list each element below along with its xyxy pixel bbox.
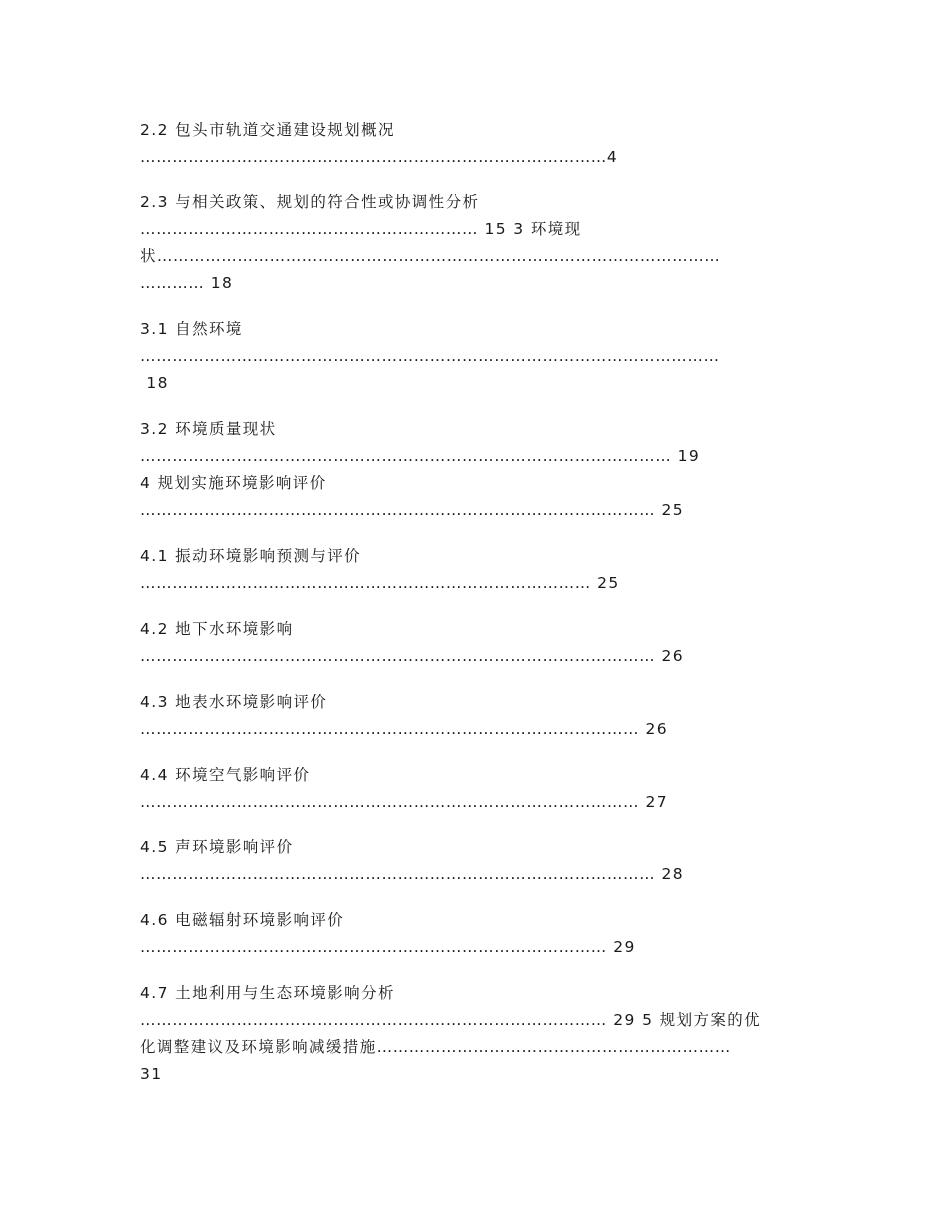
toc-title-4-4: 4.4 环境空气影响评价 xyxy=(140,766,311,784)
toc-page-number: 25 xyxy=(597,574,620,592)
toc-leader-3 xyxy=(140,273,233,293)
toc-page-number: 31 xyxy=(140,1065,163,1083)
toc-title-3-start: 3 环境现 xyxy=(513,220,582,238)
toc-dots: ……………………………………………………… xyxy=(140,220,479,238)
toc-dots: ………………………………………………………… xyxy=(376,1038,731,1056)
toc-dots: ……………………………………………………………………………………………… xyxy=(140,347,720,365)
toc-title-5-start: 5 规划方案的优 xyxy=(642,1011,762,1029)
toc-page-number: 19 xyxy=(677,447,701,465)
toc-title-5-continued xyxy=(140,1037,731,1057)
toc-page-number: 18 xyxy=(146,374,169,392)
toc-dots: …………………………………………………………………………… xyxy=(140,148,607,166)
toc-page-number: 26 xyxy=(645,720,668,738)
toc-title-3-1: 3.1 自然环境 xyxy=(140,320,243,338)
toc-title-2-2: 2.2 包头市轨道交通建设规划概况 xyxy=(140,121,395,139)
toc-dots: …………………………………………………………………………………… xyxy=(140,501,656,519)
toc-title-3-continued xyxy=(140,246,720,266)
toc-title-4-1: 4.1 振动环境影响预测与评价 xyxy=(140,547,362,565)
toc-dots: …………………………………………………………………………… xyxy=(140,1011,607,1029)
toc-page-number: 4 xyxy=(606,148,619,166)
toc-page-3-1 xyxy=(140,373,169,393)
toc-leader-4 xyxy=(140,500,684,520)
toc-page-number: 29 xyxy=(613,938,636,956)
toc-leader-4-6 xyxy=(140,937,636,957)
toc-dots: …………………………………………………………………………………… xyxy=(140,865,656,883)
toc-title-4-3: 4.3 地表水环境影响评价 xyxy=(140,693,328,711)
toc-leader-3-2 xyxy=(140,446,700,466)
toc-dots: ………………………………………………………………………………… xyxy=(140,720,640,738)
toc-dots: ………………………………………………………………………… xyxy=(140,574,591,592)
toc-title-4-5: 4.5 声环境影响评价 xyxy=(140,838,294,856)
toc-leader-4-2 xyxy=(140,646,684,666)
toc-title-fragment: 化调整建议及环境影响减缓措施 xyxy=(140,1038,377,1056)
toc-title-4-7: 4.7 土地利用与生态环境影响分析 xyxy=(140,984,395,1002)
toc-leader-4-3 xyxy=(140,719,668,739)
toc-dots: …………………………………………………………………………………… xyxy=(140,647,656,665)
toc-page-5 xyxy=(140,1064,163,1084)
toc-leader-4-4 xyxy=(140,792,668,812)
toc-page-number: 26 xyxy=(661,647,685,665)
toc-dots: ……………………………………………………………………………………… xyxy=(140,447,672,465)
toc-page-number: 27 xyxy=(645,793,668,811)
toc-title-4: 4 规划实施环境影响评价 xyxy=(140,474,327,492)
toc-leader-2-2 xyxy=(140,147,618,167)
toc-title-3-2: 3.2 环境质量现状 xyxy=(140,420,277,438)
toc-page-number: 28 xyxy=(661,865,685,883)
toc-leader-4-7 xyxy=(140,1010,761,1030)
toc-title-2-3: 2.3 与相关政策、规划的符合性或协调性分析 xyxy=(140,193,480,211)
toc-title-4-6: 4.6 电磁辐射环境影响评价 xyxy=(140,911,345,929)
toc-dots: …………………………………………………………………………………………… xyxy=(156,247,721,265)
toc-leader-4-5 xyxy=(140,864,684,884)
toc-page-number: 25 xyxy=(661,501,685,519)
toc-leader-3-1 xyxy=(140,346,720,366)
toc-leader-4-1 xyxy=(140,573,620,593)
toc-title-fragment: 状 xyxy=(140,247,157,265)
toc-dots: ………… xyxy=(140,274,205,292)
toc-page-number: 18 xyxy=(210,274,234,292)
toc-dots: ………………………………………………………………………………… xyxy=(140,793,640,811)
toc-title-4-2: 4.2 地下水环境影响 xyxy=(140,620,294,638)
toc-leader-2-3 xyxy=(140,219,582,239)
toc-page-number: 15 xyxy=(484,220,507,238)
toc-dots: …………………………………………………………………………… xyxy=(140,938,607,956)
toc-page-number: 29 xyxy=(613,1011,636,1029)
